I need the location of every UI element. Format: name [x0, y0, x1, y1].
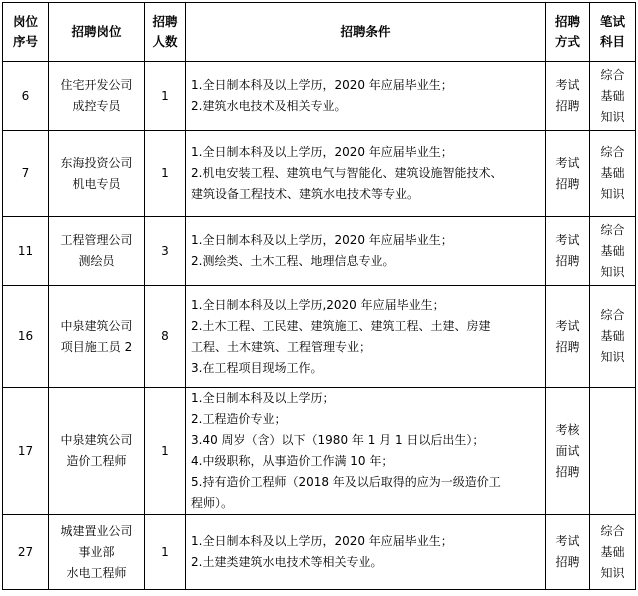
header-method-line: 方式: [554, 34, 580, 49]
method-line: 招聘: [555, 99, 580, 113]
position-line: 造价工程师: [66, 454, 127, 468]
method-line: 招聘: [555, 254, 580, 268]
conditions-cell: [186, 62, 546, 131]
position-line: 成控专员: [72, 99, 121, 113]
subject-cell: [590, 515, 636, 590]
condition-line: 3.在工程项目现场工作。: [191, 360, 323, 375]
table-row: [3, 217, 636, 286]
method-line: 考试: [555, 78, 580, 92]
position-cell: [49, 388, 145, 515]
method-line: 考核: [555, 422, 580, 437]
subject-cell: [590, 286, 636, 388]
position-cell: [49, 515, 145, 590]
position-line: 机电专员: [72, 176, 121, 191]
header-conditions: [186, 3, 546, 62]
conditions-cell: [186, 286, 546, 388]
table-row: [3, 388, 636, 515]
subject-cell: [590, 217, 636, 286]
table-row: [3, 62, 636, 131]
count-cell: 1: [145, 515, 186, 590]
method-line: 考试: [555, 233, 580, 247]
subject-line: 知识: [600, 350, 625, 364]
method-line: 考试: [555, 318, 580, 333]
count-cell: 1: [145, 388, 186, 515]
header-method: [546, 3, 590, 62]
position-line: 水电工程师: [66, 565, 127, 580]
header-subject-line: 科目: [599, 34, 625, 49]
condition-line: 2.土建类建筑水电技术等相关专业。: [191, 555, 383, 569]
condition-line: 建筑设备工程技术、建筑水电技术等专业。: [191, 187, 420, 201]
seq-cell: 11: [3, 217, 49, 286]
subject-line: 知识: [600, 109, 625, 124]
subject-line: 知识: [600, 565, 625, 580]
method-line: 考试: [555, 534, 580, 548]
method-line: 面试: [555, 443, 580, 458]
position-cell: [49, 62, 145, 131]
count-cell: 8: [145, 286, 186, 388]
header-count-line: 人数: [152, 34, 178, 49]
method-cell: [546, 62, 590, 131]
method-cell: [546, 131, 590, 217]
condition-line: 1.全日制本科及以上学历,2020 年应届毕业生；: [191, 297, 445, 312]
method-line: 考试: [555, 155, 580, 170]
table-row: [3, 515, 636, 590]
seq-cell: 16: [3, 286, 49, 388]
position-line: 中泉建筑公司: [60, 318, 133, 333]
subject-line: 基础: [600, 166, 625, 180]
header-subject: [590, 3, 636, 62]
method-line: 招聘: [555, 339, 580, 354]
conditions-cell: [186, 388, 546, 515]
position-line: 项目施工员 2: [60, 339, 133, 354]
seq-cell: 27: [3, 515, 49, 590]
method-cell: [546, 217, 590, 286]
method-line: 招聘: [555, 176, 580, 191]
subject-line: 基础: [600, 88, 625, 103]
subject-cell: [590, 131, 636, 217]
subject-line: 基础: [600, 329, 625, 343]
table-row: [3, 286, 636, 388]
condition-line: 1.全日制本科及以上学历，2020 年应届毕业生；: [191, 534, 453, 548]
count-cell: 1: [145, 62, 186, 131]
header-seq: [3, 3, 49, 62]
position-line: 东海投资公司: [60, 155, 133, 170]
condition-line: 5.持有造价工程师（2018 年及以后取得的应为一级造价工: [191, 475, 501, 489]
position-line: 工程管理公司: [60, 233, 133, 247]
header-subject-line: 笔试: [599, 14, 625, 29]
condition-line: 3.40 周岁（含）以下（1980 年 1 月 1 日以后出生）；: [191, 433, 485, 447]
seq-cell: 17: [3, 388, 49, 515]
subject-line: 综合: [600, 308, 625, 322]
subject-cell: [590, 62, 636, 131]
conditions-cell: [186, 515, 546, 590]
subject-line: 知识: [600, 187, 625, 201]
header-seq-line: 岗位: [12, 14, 38, 29]
method-cell: [546, 515, 590, 590]
subject-cell: [590, 388, 636, 515]
position-line: 城建置业公司: [60, 523, 133, 538]
condition-line: 2.建筑水电技术及相关专业。: [191, 99, 347, 113]
header-position: [49, 3, 145, 62]
condition-line: 程师）。: [191, 496, 234, 510]
conditions-cell: [186, 131, 546, 217]
seq-cell: 7: [3, 131, 49, 217]
condition-line: 4.中级职称，从事造价工作满 10 年；: [191, 454, 394, 468]
count-cell: 3: [145, 217, 186, 286]
header-conditions-label: 招聘条件: [340, 24, 391, 39]
position-line: 中泉建筑公司: [60, 433, 133, 447]
method-line: 招聘: [555, 555, 580, 569]
condition-line: 1.全日制本科及以上学历；: [191, 391, 335, 405]
header-position-label: 招聘岗位: [71, 24, 122, 39]
header-count-line: 招聘: [152, 14, 178, 29]
subject-line: 综合: [600, 145, 625, 159]
count-cell: 1: [145, 131, 186, 217]
condition-line: 2.土木工程、工民建、建筑施工、建筑工程、土建、房建: [191, 318, 491, 333]
condition-line: 2.测绘类、土木工程、地理信息专业。: [191, 254, 395, 268]
header-count: [145, 3, 186, 62]
condition-line: 2.机电安装工程、建筑电气与智能化、建筑设施智能技术、: [191, 166, 503, 180]
condition-line: 1.全日制本科及以上学历，2020 年应届毕业生；: [191, 233, 453, 247]
header-method-line: 招聘: [554, 14, 580, 29]
position-line: 住宅开发公司: [60, 78, 133, 92]
conditions-cell: [186, 217, 546, 286]
header-row: [3, 3, 636, 62]
subject-line: 基础: [600, 544, 625, 559]
condition-line: 2.工程造价专业；: [191, 412, 287, 426]
subject-line: 综合: [600, 523, 625, 538]
table-row: [3, 131, 636, 217]
position-cell: [49, 217, 145, 286]
position-cell: [49, 131, 145, 217]
subject-line: 综合: [600, 222, 625, 237]
header-seq-line: 序号: [12, 34, 38, 49]
method-cell: [546, 388, 590, 515]
method-cell: [546, 286, 590, 388]
method-line: 招聘: [555, 464, 580, 479]
subject-line: 综合: [600, 67, 625, 82]
condition-line: 1.全日制本科及以上学历，2020 年应届毕业生；: [191, 78, 453, 92]
position-line: 测绘员: [78, 254, 115, 268]
recruitment-table: [2, 2, 636, 590]
position-cell: [49, 286, 145, 388]
position-line: 事业部: [78, 544, 115, 559]
seq-cell: 6: [3, 62, 49, 131]
condition-line: 1.全日制本科及以上学历，2020 年应届毕业生；: [191, 145, 453, 159]
subject-line: 知识: [600, 264, 625, 279]
subject-line: 基础: [600, 243, 625, 258]
condition-line: 工程、土木建筑、工程管理专业；: [191, 339, 372, 354]
